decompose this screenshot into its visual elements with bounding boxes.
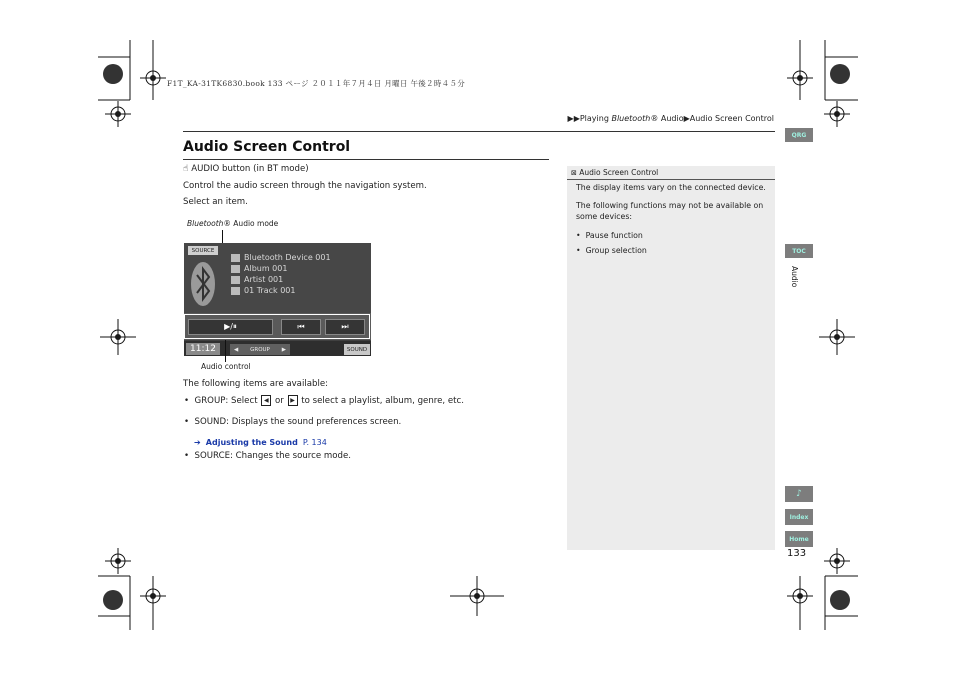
callout-mode-italic: Bluetooth: [187, 219, 224, 228]
page-number: 133: [787, 548, 807, 559]
music-note-icon: [231, 287, 240, 295]
intro-text-2: Select an item.: [183, 197, 248, 207]
breadcrumb-item[interactable]: Playing: [579, 114, 612, 123]
side-note-heading-text: Audio Screen Control: [579, 168, 659, 177]
header-rule: [183, 131, 775, 132]
track-line-track[interactable]: 01 Track 001: [244, 286, 296, 295]
artist-icon: [231, 276, 240, 284]
item-group-text: : Select: [225, 396, 261, 406]
source-button[interactable]: SOURCE: [188, 246, 218, 255]
breadcrumb: [568, 114, 774, 123]
side-note-heading: [567, 166, 775, 180]
breadcrumb-item-italic[interactable]: Bluetooth: [611, 114, 651, 123]
side-note-p2a: The following functions may not be available on: [576, 201, 764, 210]
index-tab[interactable]: Index: [785, 509, 813, 525]
item-source: [184, 451, 351, 461]
group-label: GROUP: [250, 346, 270, 353]
item-sound-text: : Displays the sound preferences screen.: [226, 417, 402, 427]
side-note-panel: [567, 166, 775, 550]
button-reference-text: AUDIO button (in BT mode): [191, 164, 309, 174]
item-sound-name: SOUND: [194, 417, 227, 427]
voice-icon: ♪: [796, 489, 802, 499]
breadcrumb-arrow-icon: ▶▶: [567, 114, 580, 123]
link-arrow-icon: ➔: [194, 438, 201, 447]
side-note-p2b: some devices:: [576, 212, 633, 221]
item-group-name: GROUP: [194, 396, 226, 406]
print-info-line: F1T_KA-31TK6830.book 133 ページ ２０１１年７月４日 月曜日 午後２時４５分: [167, 79, 466, 88]
breadcrumb-item[interactable]: ® Audio: [650, 114, 684, 123]
bullet: •: [184, 417, 195, 427]
breadcrumb-current: Audio Screen Control: [689, 114, 774, 123]
finger-press-icon: ☝: [183, 164, 189, 174]
section-label: Audio: [790, 266, 799, 288]
group-selector[interactable]: [230, 344, 290, 355]
track-line-album[interactable]: Album 001: [244, 264, 288, 273]
callout-control: Audio control: [201, 362, 251, 371]
page-title: Audio Screen Control: [183, 139, 351, 155]
play-pause-button[interactable]: ▶/⏸: [188, 319, 273, 335]
group-right-arrow-icon[interactable]: ▶: [281, 346, 286, 353]
side-note-p1: The display items vary on the connected device.: [576, 183, 766, 192]
item-group-text-end: to select a playlist, album, genre, etc.: [298, 396, 464, 406]
side-note-bullet-text: Pause function: [585, 231, 643, 240]
callout-mode: [187, 219, 278, 228]
item-group: [184, 395, 464, 406]
bullet: •: [576, 231, 586, 240]
bullet: •: [576, 246, 586, 255]
track-line-device[interactable]: Bluetooth Device 001: [244, 253, 331, 262]
bullet: •: [184, 451, 195, 461]
track-line-artist[interactable]: Artist 001: [244, 275, 284, 284]
toc-tab[interactable]: TOC: [785, 244, 813, 258]
button-reference: [183, 164, 309, 174]
link-text[interactable]: Adjusting the Sound: [205, 438, 298, 447]
clock: 11:12: [186, 343, 220, 355]
adjusting-sound-link[interactable]: [194, 430, 327, 449]
bluetooth-logo-icon: [189, 258, 219, 310]
sound-button[interactable]: SOUND: [344, 344, 370, 355]
note-icon: ⊠: [571, 169, 577, 177]
device-icon: [231, 254, 240, 262]
album-icon: [231, 265, 240, 273]
title-rule: [183, 159, 549, 160]
right-key-icon: ▶: [288, 395, 298, 406]
home-tab[interactable]: Home: [785, 531, 813, 547]
next-track-button[interactable]: ⏭: [325, 319, 365, 335]
item-sound: [184, 417, 401, 427]
previous-track-button[interactable]: ⏮: [281, 319, 321, 335]
callout-mode-rest: ® Audio mode: [223, 219, 279, 228]
group-left-arrow-icon[interactable]: ◀: [234, 346, 239, 353]
side-note-bullet: [576, 246, 647, 255]
link-page[interactable]: P. 134: [302, 438, 327, 447]
item-source-name: SOURCE: [194, 451, 231, 461]
intro-text: Control the audio screen through the navigation system.: [183, 181, 427, 191]
side-note-bullet-text: Group selection: [585, 246, 647, 255]
item-source-text: : Changes the source mode.: [230, 451, 351, 461]
callout-line-control: [225, 340, 226, 362]
qrg-tab[interactable]: QRG: [785, 128, 813, 142]
left-key-icon: ◀: [261, 395, 271, 406]
bullet: •: [184, 396, 195, 406]
breadcrumb-arrow-icon: ▶: [683, 114, 690, 123]
item-group-or: or: [272, 396, 287, 406]
items-intro: The following items are available:: [183, 379, 329, 389]
voice-command-tab[interactable]: [785, 486, 813, 502]
side-note-bullet: [576, 231, 643, 240]
